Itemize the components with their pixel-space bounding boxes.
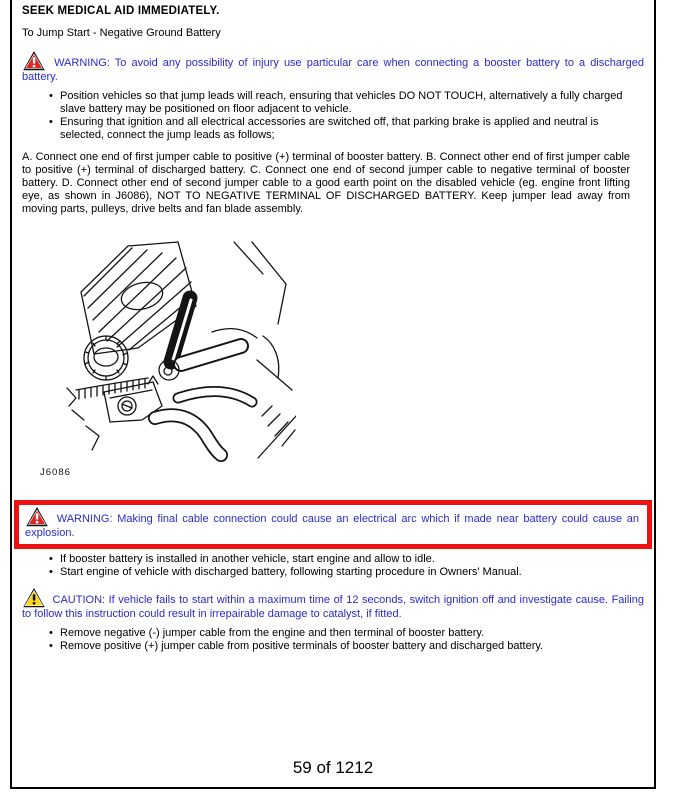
warning-triangle-icon — [22, 51, 46, 71]
highlighted-warning-box[interactable] — [14, 500, 652, 549]
warning-final-connection — [25, 507, 639, 540]
caution-block — [22, 588, 644, 621]
start-bullet-list — [22, 553, 644, 579]
list-item: • Remove negative (-) jumper cable from the engine and then terminal of booster battery. — [60, 627, 644, 640]
warning-label: WARNING: — [56, 513, 113, 525]
warning-text: To avoid any possibility of injury use particular care when connecting a booster battery to a discharged battery. — [22, 57, 645, 83]
disconnect-bullet-list — [22, 627, 644, 653]
caution-triangle-icon — [22, 588, 46, 608]
engine-illustration — [34, 240, 314, 479]
list-item: • Ensuring that ignition and all electrical accessories are switched off, that parking brake is applied and neutral is selected, connect the jump leads as follows; — [60, 116, 644, 142]
procedure-paragraph: A. Connect one end of first jumper cable to positive (+) terminal of booster battery. B. Connect other end of first jumper cable to positive (+) terminal of discharged battery. C. Connect one end of second jumper cable to negative terminal of booster battery. D. Connect other end of second jumper cable to a good earth point on the disabled vehicle (eg. engine front lifting eye, as shown in J6086), NOT TO NEGATIVE TERMINAL OF DISCHARGED BATTERY. Keep jumper lead away from moving parts, pulleys, drive belts and fan blade assembly. — [22, 151, 630, 215]
warning-triangle-icon — [25, 507, 49, 527]
setup-bullet-list — [22, 90, 644, 142]
page-heading: SEEK MEDICAL AID IMMEDIATELY. — [22, 5, 220, 17]
page-number: 59 of 1212 — [292, 758, 374, 777]
figure-label: J6086 — [40, 467, 71, 478]
warning-text: Making final cable connection could cause an electrical arc which if made near battery could cause an explosion. — [25, 513, 640, 539]
engine-line-drawing-image — [56, 240, 296, 462]
list-item: • Remove positive (+) jumper cable from positive terminals of booster battery and discharged battery. — [60, 640, 644, 653]
warning-top — [22, 51, 644, 84]
list-item: • Position vehicles so that jump leads will reach, ensuring that vehicles DO NOT TOUCH, alternatively a fully charged slave battery may be positioned on floor adjacent to vehicle. — [60, 90, 644, 116]
manual-page — [10, 0, 656, 789]
list-item: • If booster battery is installed in another vehicle, start engine and allow to idle. — [60, 553, 644, 566]
list-item: • Start engine of vehicle with discharged battery, following starting procedure in Owners' Manual. — [60, 566, 644, 579]
warning-label: WARNING: — [54, 57, 110, 69]
caution-text: If vehicle fails to start within a maximum time of 12 seconds, switch ignition off and investigate cause. Failing to follow this instruction could result in irrepairable damage to catalyst, if fitted. — [22, 594, 644, 620]
caution-label: CAUTION: — [52, 594, 106, 606]
section-title: To Jump Start - Negative Ground Battery — [22, 27, 221, 39]
